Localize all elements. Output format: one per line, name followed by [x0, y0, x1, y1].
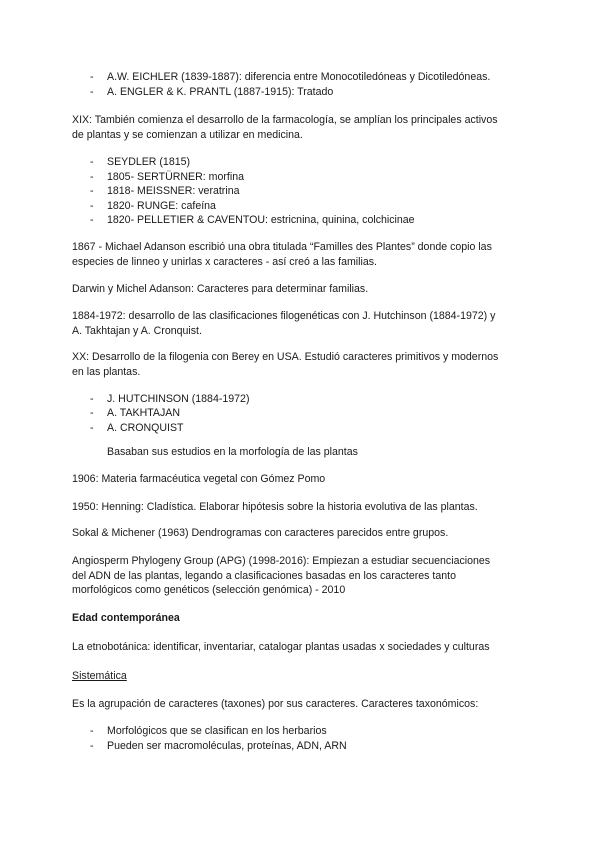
list-item: A.W. EICHLER (1839-1887): diferencia entre Monocotiledóneas y Dicotiledóneas.: [107, 71, 491, 83]
list-item: 1818- MEISSNER: veratrina: [107, 185, 240, 197]
paragraph-apg-line: Angiosperm Phylogeny Group (APG) (1998-2016): Empiezan a estudiar secuenciaciones: [72, 555, 491, 567]
paragraph-etnobotanica: La etnobotánica: identificar, inventariar, catalogar plantas usadas x sociedades y culturas: [72, 641, 490, 653]
paragraph-apg-line: morfológicos como genéticos (selección genómica) - 2010: [72, 584, 346, 596]
list-item: Morfológicos que se clasifican en los herbarios: [107, 725, 327, 737]
paragraph-1867-line: especies de linneo y unirlas x caracteres - así creó a las familias.: [72, 256, 377, 268]
paragraph-1867-line: 1867 - Michael Adanson escribió una obra titulada “Familles des Plantes” donde copio las: [72, 241, 492, 253]
paragraph-xx-line: XX: Desarrollo de la filogenia con Berey en USA. Estudió caracteres primitivos y modernos: [72, 351, 499, 363]
list-dash: -: [90, 407, 94, 419]
list-item: A. ENGLER & K. PRANTL (1887-1915): Tratado: [107, 86, 334, 98]
paragraph-1884-line: 1884-1972: desarrollo de las clasificaciones filogenéticas con J. Hutchinson (1884-1972) y: [72, 310, 496, 322]
list-dash: -: [90, 156, 94, 168]
paragraph-1906: 1906: Materia farmacéutica vegetal con Gómez Pomo: [72, 473, 326, 485]
list-item: J. HUTCHINSON (1884-1972): [107, 393, 250, 405]
list-item: Pueden ser macromoléculas, proteínas, ADN, ARN: [107, 740, 347, 752]
list-dash: -: [90, 200, 94, 212]
list-item: 1805- SERTÜRNER: morfina: [107, 171, 244, 183]
list-dash: -: [90, 740, 94, 752]
list-dash: -: [90, 86, 94, 98]
list-item: 1820- RUNGE: cafeína: [107, 200, 216, 212]
list-dash: -: [90, 185, 94, 197]
list-dash: -: [90, 214, 94, 226]
list-dash: -: [90, 71, 94, 83]
list-item: SEYDLER (1815): [107, 156, 191, 168]
paragraph-xix-line: de plantas y se comienzan a utilizar en medicina.: [72, 129, 303, 141]
list-item: A. CRONQUIST: [107, 422, 184, 434]
paragraph-basaban: Basaban sus estudios en la morfología de las plantas: [107, 446, 358, 458]
list-dash: -: [90, 725, 94, 737]
paragraph-1950: 1950: Henning: Cladística. Elaborar hipótesis sobre la historia evolutiva de las plantas.: [72, 501, 478, 513]
paragraph-1884-line: A. Takhtajan y A. Cronquist.: [72, 325, 202, 337]
paragraph-darwin: Darwin y Michel Adanson: Caracteres para determinar familias.: [72, 283, 369, 295]
heading-edad-contemporanea: Edad contemporánea: [72, 612, 180, 624]
paragraph-xx-line: en las plantas.: [72, 366, 141, 378]
heading-sistematica: Sistemática: [72, 670, 127, 682]
list-item: 1820- PELLETIER & CAVENTOU: estricnina, quinina, colchicinae: [107, 214, 415, 226]
paragraph-sokal: Sokal & Michener (1963) Dendrogramas con caracteres parecidos entre grupos.: [72, 527, 449, 539]
list-dash: -: [90, 171, 94, 183]
list-dash: -: [90, 393, 94, 405]
list-item: A. TAKHTAJAN: [107, 407, 180, 419]
paragraph-apg-line: del ADN de las plantas, legando a clasificaciones basadas en los caracteres tanto: [72, 570, 456, 582]
paragraph-xix-line: XIX: También comienza el desarrollo de la farmacología, se amplían los principales activos: [72, 114, 498, 126]
paragraph-agrupacion: Es la agrupación de caracteres (taxones) por sus caracteres. Caracteres taxonómicos:: [72, 698, 479, 710]
list-dash: -: [90, 422, 94, 434]
